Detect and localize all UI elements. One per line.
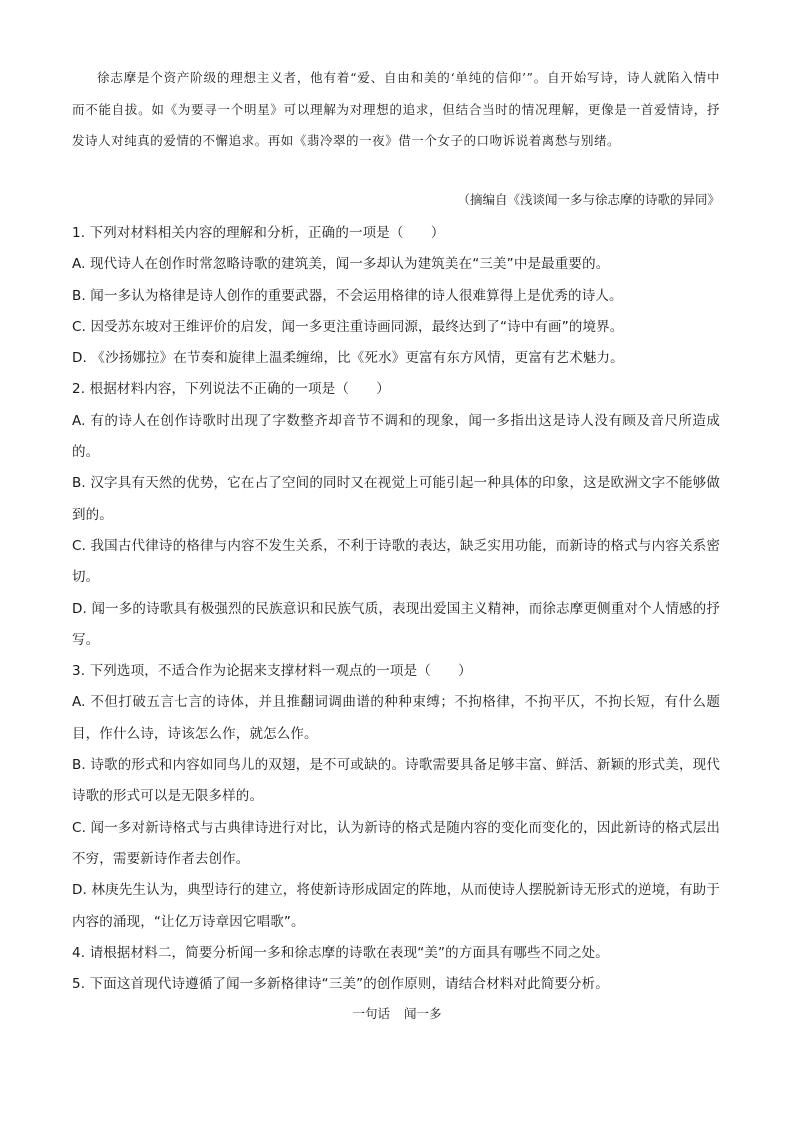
question-1-option-b: B. 闻一多认为格律是诗人创作的重要武器，不会运用格律的诗人很难算得上是优秀的诗人。 bbox=[72, 287, 623, 304]
question-1-option-d: D. 《沙扬娜拉》在节奏和旋律上温柔缠绵，比《死水》更富有东方风情，更富有艺术魅力。 bbox=[72, 350, 624, 367]
material-intro-paragraph: 徐志摩是个资产阶级的理想主义者，他有着“爱、自由和美的‘单纯的信仰’”。自开始写诗，诗人就陷入情中而不能自拔。如《为要寻一个明星》可以理解为对理想的追求，但结合当时的情况理解，更像是一首爱情诗，抒发诗人对纯真的爱情的不懈追求。再如《翡冷翠的一夜》借一个女子的口吻诉说着离愁与别绪。 bbox=[72, 70, 720, 148]
question-2-option-d: D. 闻一多的诗歌具有极强烈的民族意识和民族气质，表现出爱国主义精神，而徐志摩更侧重对个人情感的抒写。 bbox=[72, 600, 720, 648]
question-1-stem: 1. 下列对材料相关内容的理解和分析，正确的一项是（ ） bbox=[72, 225, 445, 241]
question-2-stem: 2. 根据材料内容，下列说法不正确的一项是（ ） bbox=[72, 381, 390, 398]
question-3-option-a: A. 不但打破五言七言的诗体，并且推翻词调曲谱的种种束缚；不拘格律，不拘平仄，不拘长短，有什么题目，作什么诗，诗该怎么作，就怎么作。 bbox=[72, 694, 720, 742]
poem-author: 闻一多 bbox=[403, 1006, 442, 1021]
question-1-option-c: C. 因受苏东坡对王维评价的启发，闻一多更注重诗画同源，最终达到了“诗中有画”的境界。 bbox=[72, 318, 624, 335]
poem-heading bbox=[0, 1000, 794, 1028]
question-2-option-b: B. 汉字具有天然的优势，它在占了空间的同时又在视觉上可能引起一种具体的印象，这是欧洲文字不能够做到的。 bbox=[72, 475, 720, 523]
question-2-option-c: C. 我国古代律诗的格律与内容不发生关系，不利于诗歌的表达，缺乏实用功能，而新诗的格式与内容关系密切。 bbox=[72, 537, 720, 586]
question-5-stem: 5. 下面这首现代诗遵循了闻一多新格律诗“三美”的创作原则，请结合材料对此简要分析。 bbox=[72, 976, 609, 993]
question-3-option-d: D. 林庚先生认为，典型诗行的建立，将使新诗形成固定的阵地，从而使诗人摆脱新诗无形式的逆境，有助于内容的涌现，“让亿万诗章因它唱歌”。 bbox=[72, 882, 720, 930]
question-3-stem: 3. 下列选项，不适合作为论据来支撑材料一观点的一项是（ ） bbox=[72, 663, 472, 680]
material-source-citation: （摘编自《浅谈闻一多与徐志摩的诗歌的异同》 bbox=[457, 192, 720, 207]
poem-title: 一句话 bbox=[352, 1006, 390, 1021]
question-4-stem: 4. 请根据材料二，简要分析闻一多和徐志摩的诗歌在表现“美”的方面具有哪些不同之处。 bbox=[72, 944, 609, 961]
question-3-option-b: B. 诗歌的形式和内容如同鸟儿的双翅，是不可或缺的。诗歌需要具备足够丰富、鲜活、新颖的形式美，现代诗歌的形式可以是无限多样的。 bbox=[72, 757, 720, 805]
question-2-option-a: A. 有的诗人在创作诗歌时出现了字数整齐却音节不调和的现象，闻一多指出这是诗人没有顾及音尺所造成的。 bbox=[72, 412, 720, 461]
question-3-option-c: C. 闻一多对新诗格式与古典律诗进行对比，认为新诗的格式是随内容的变化而变化的，因此新诗的格式层出不穷，需要新诗作者去创作。 bbox=[72, 819, 720, 867]
question-list bbox=[72, 218, 720, 1000]
question-1-option-a: A. 现代诗人在创作时常忽略诗歌的建筑美，闻一多却认为建筑美在“三美”中是最重要的。 bbox=[72, 256, 610, 273]
